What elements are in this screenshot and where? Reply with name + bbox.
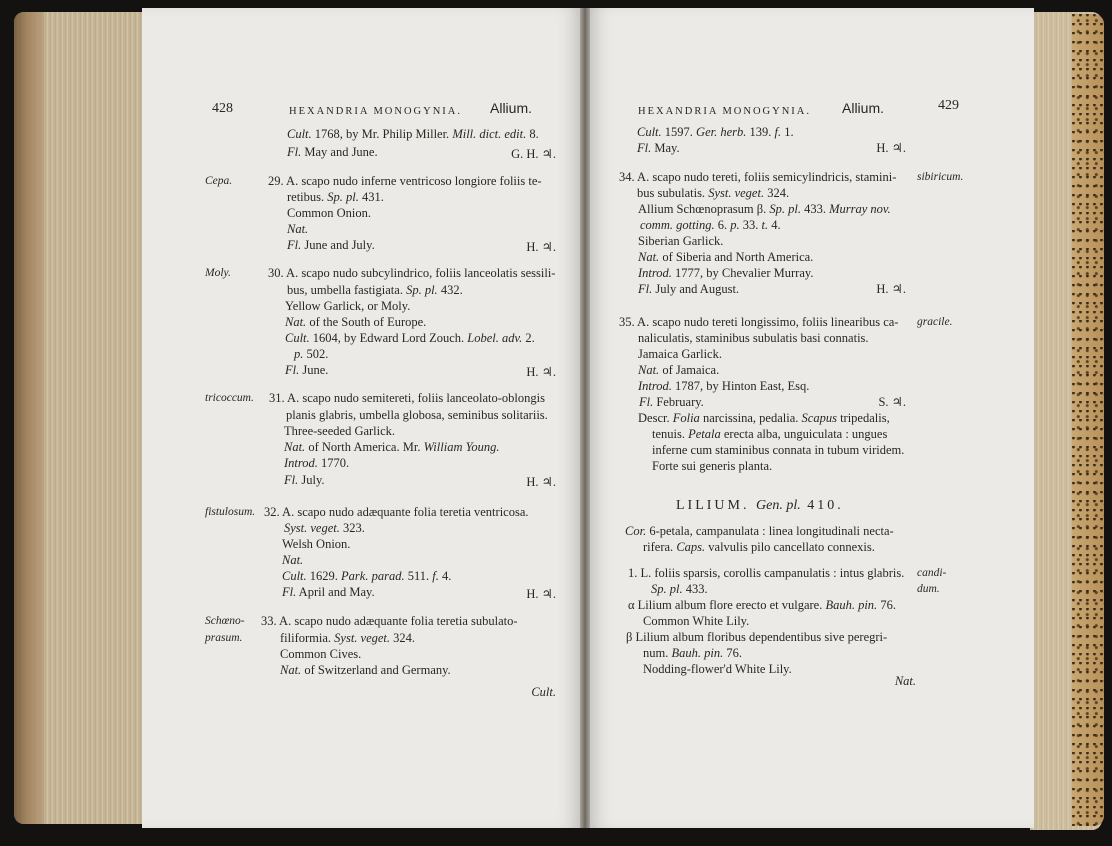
text-run: 8. bbox=[526, 127, 539, 141]
text-run: Nodding-flower'd White Lily. bbox=[643, 662, 792, 676]
margin-species-label: gracile. bbox=[917, 316, 953, 328]
text-run: Allium Schœnoprasum β. bbox=[638, 202, 770, 216]
text-line bbox=[638, 411, 890, 426]
text-line bbox=[287, 127, 539, 142]
margin-species-label: prasum. bbox=[205, 632, 243, 644]
running-genus-left: Allium. bbox=[490, 100, 533, 116]
text-run: α Lilium album flore erecto et vulgare. bbox=[628, 598, 826, 612]
text-run: Fl. bbox=[285, 363, 300, 377]
text-run: Mill. dict. edit. bbox=[452, 127, 527, 141]
text-line bbox=[639, 395, 704, 410]
text-run: Sp. pl. bbox=[769, 202, 801, 216]
text-line bbox=[643, 540, 875, 555]
text-run: f. bbox=[774, 125, 782, 139]
text-run: 1597. bbox=[661, 125, 697, 139]
text-line bbox=[287, 206, 371, 221]
text-run: Nat. bbox=[284, 440, 306, 454]
text-run: 433. bbox=[800, 202, 830, 216]
text-run: Sp. pl. bbox=[651, 582, 683, 596]
text-line bbox=[287, 283, 463, 298]
text-run: Bauh. pin. bbox=[671, 646, 724, 660]
text-run: Fl. bbox=[639, 395, 654, 409]
text-line bbox=[282, 537, 350, 552]
text-run: William Young. bbox=[423, 440, 500, 454]
book-cover-left bbox=[14, 12, 44, 824]
text-line bbox=[287, 190, 384, 205]
text-run: 139. bbox=[746, 125, 775, 139]
text-run: 324. bbox=[390, 631, 416, 645]
text-run: of Siberia and North America. bbox=[659, 250, 814, 264]
text-run: 6-petala, campanulata : linea longitudinali necta- bbox=[646, 524, 894, 538]
text-run: 30. A. scapo nudo subcylindrico, foliis lanceolatis sessili- bbox=[268, 266, 556, 280]
text-line bbox=[268, 174, 542, 189]
text-line bbox=[269, 391, 545, 406]
text-line bbox=[651, 582, 708, 597]
text-run: Nat. bbox=[287, 222, 309, 236]
text-line bbox=[261, 614, 518, 629]
text-line bbox=[280, 647, 361, 662]
text-line bbox=[285, 315, 426, 330]
text-run: July. bbox=[298, 473, 325, 487]
text-run: planis glabris, umbella globosa, seminibus solitariis. bbox=[286, 408, 548, 422]
margin-species-label: Moly. bbox=[205, 267, 231, 279]
text-run: Sp. pl. bbox=[406, 283, 438, 297]
text-run: Descr. bbox=[638, 411, 673, 425]
text-line bbox=[285, 363, 328, 378]
text-run: 2. bbox=[522, 331, 535, 345]
text-line bbox=[287, 145, 378, 160]
text-line bbox=[625, 524, 894, 539]
running-header-right: HEXANDRIA MONOGYNIA. bbox=[638, 106, 811, 117]
text-run: 511. bbox=[404, 569, 433, 583]
text-run: June and July. bbox=[301, 238, 375, 252]
text-line bbox=[638, 331, 869, 346]
text-run: Ger. herb. bbox=[696, 125, 747, 139]
text-line bbox=[285, 299, 410, 314]
text-line bbox=[282, 553, 303, 568]
text-run: Common White Lily. bbox=[643, 614, 750, 628]
text-run: Nat. bbox=[285, 315, 307, 329]
text-run: 1777, by Chevalier Murray. bbox=[671, 266, 814, 280]
text-run: Fl. bbox=[284, 473, 299, 487]
text-line bbox=[280, 631, 415, 646]
text-run: June. bbox=[299, 363, 329, 377]
text-run: 410. bbox=[800, 498, 844, 513]
text-line bbox=[284, 473, 325, 488]
catchword: Nat. bbox=[894, 674, 916, 688]
text-run: tenuis. bbox=[652, 427, 689, 441]
hardiness-mark: H. ♃. bbox=[526, 587, 556, 601]
text-run: Introd. bbox=[284, 456, 318, 470]
margin-species-label: dum. bbox=[917, 583, 940, 595]
text-run: Nat. bbox=[282, 553, 304, 567]
text-run: May and June. bbox=[301, 145, 378, 159]
text-line bbox=[619, 315, 898, 330]
text-run: Jamaica Garlick. bbox=[638, 347, 722, 361]
text-run: 4. bbox=[768, 218, 781, 232]
text-run: Welsh Onion. bbox=[282, 537, 351, 551]
text-run: 35. A. scapo nudo tereti longissimo, foliis linearibus ca- bbox=[619, 315, 899, 329]
text-run: Syst. veget. bbox=[284, 521, 340, 535]
text-line bbox=[619, 170, 896, 185]
text-run: Caps. bbox=[676, 540, 706, 554]
text-line bbox=[280, 663, 451, 678]
text-run: Three-seeded Garlick. bbox=[284, 424, 396, 438]
text-run: 76. bbox=[723, 646, 742, 660]
text-line bbox=[286, 408, 548, 423]
page-number-left: 428 bbox=[212, 101, 233, 116]
text-run: 76. bbox=[877, 598, 896, 612]
text-run: 33. bbox=[739, 218, 762, 232]
text-run: 1. L. foliis sparsis, corollis campanulatis : intus glabris. bbox=[628, 566, 905, 580]
text-run: 433. bbox=[682, 582, 708, 596]
text-line bbox=[652, 459, 772, 474]
text-line bbox=[284, 440, 500, 455]
hardiness-mark: H. ♃. bbox=[526, 475, 556, 489]
text-run: Petala bbox=[688, 427, 721, 441]
text-run: Cor. bbox=[625, 524, 647, 538]
text-line bbox=[264, 505, 529, 520]
text-line bbox=[637, 125, 794, 140]
text-run: Fl. bbox=[287, 238, 302, 252]
margin-species-label: Schœno- bbox=[205, 615, 245, 627]
text-run: retibus. bbox=[287, 190, 328, 204]
text-run: 502. bbox=[303, 347, 329, 361]
text-line bbox=[652, 443, 904, 458]
text-line bbox=[638, 347, 722, 362]
text-run: p. bbox=[294, 347, 304, 361]
text-line bbox=[284, 456, 349, 471]
text-line bbox=[638, 234, 723, 249]
text-run: Murray nov. bbox=[829, 202, 891, 216]
text-line bbox=[643, 662, 792, 677]
text-run: bus, umbella fastigiata. bbox=[287, 283, 407, 297]
text-run: Syst. veget. bbox=[334, 631, 391, 645]
text-run: Gen. pl. bbox=[756, 498, 801, 513]
text-line bbox=[652, 427, 887, 442]
text-run: Cult. bbox=[637, 125, 662, 139]
book-gutter bbox=[580, 8, 590, 828]
text-run: Nat. bbox=[638, 363, 660, 377]
text-run: filiformia. bbox=[280, 631, 335, 645]
text-line bbox=[282, 585, 375, 600]
text-run: narcissina, pedalia. bbox=[699, 411, 802, 425]
text-line bbox=[628, 566, 904, 581]
text-run: Introd. bbox=[638, 379, 672, 393]
text-run: Siberian Garlick. bbox=[638, 234, 724, 248]
text-line bbox=[638, 266, 813, 281]
text-run: 432. bbox=[437, 283, 463, 297]
text-line bbox=[638, 282, 739, 297]
text-run: Introd. bbox=[638, 266, 672, 280]
text-run: Fl. bbox=[638, 282, 653, 296]
text-run: p. bbox=[730, 218, 740, 232]
text-run: Fl. bbox=[287, 145, 302, 159]
text-run: 29. A. scapo nudo inferne ventricoso longiore foliis te- bbox=[268, 174, 542, 188]
text-run: num. bbox=[643, 646, 672, 660]
page-number-right: 429 bbox=[938, 98, 959, 113]
book-cover-right bbox=[1072, 14, 1104, 826]
text-run: February. bbox=[653, 395, 704, 409]
text-run: Common Cives. bbox=[280, 647, 362, 661]
text-run: Scapus bbox=[801, 411, 837, 425]
text-run: 6. bbox=[714, 218, 731, 232]
text-line bbox=[285, 331, 535, 346]
text-line bbox=[626, 630, 887, 645]
text-run: LILIUM. bbox=[676, 498, 756, 513]
text-run: Fl. bbox=[637, 141, 652, 155]
text-line bbox=[284, 521, 365, 536]
text-run: erecta alba, unguiculata : ungues bbox=[720, 427, 888, 441]
text-run: 1. bbox=[781, 125, 794, 139]
text-line bbox=[640, 218, 781, 233]
text-run: β Lilium album floribus dependentibus sive peregri- bbox=[626, 630, 888, 644]
text-run: 324. bbox=[764, 186, 790, 200]
text-line bbox=[284, 424, 395, 439]
text-run: Nat. bbox=[638, 250, 660, 264]
text-line bbox=[637, 186, 789, 201]
text-run: 31. A. scapo nudo semitereti, foliis lanceolato-oblongis bbox=[269, 391, 545, 405]
margin-species-label: Cepa. bbox=[205, 175, 233, 187]
text-run: tripedalis, bbox=[836, 411, 890, 425]
text-line bbox=[628, 598, 896, 613]
catchword: Cult. bbox=[531, 685, 556, 699]
text-run: 32. A. scapo nudo adæquante folia teretia ventricosa. bbox=[264, 505, 529, 519]
text-line bbox=[643, 646, 742, 661]
text-run: 4. bbox=[438, 569, 452, 583]
text-line bbox=[294, 347, 328, 362]
hardiness-mark: S. ♃. bbox=[878, 395, 906, 409]
text-run: of Jamaica. bbox=[659, 363, 720, 377]
text-run: Nat. bbox=[280, 663, 302, 677]
text-line bbox=[638, 363, 719, 378]
genus-heading bbox=[676, 498, 844, 513]
margin-species-label: candi- bbox=[917, 567, 947, 579]
text-run: of North America. Mr. bbox=[305, 440, 424, 454]
text-run: Forte sui generis planta. bbox=[652, 459, 773, 473]
text-run: 34. A. scapo nudo tereti, foliis semicylindricis, stamini- bbox=[619, 170, 897, 184]
text-line bbox=[643, 614, 749, 629]
hardiness-mark: H. ♃. bbox=[876, 141, 906, 155]
margin-species-label: sibiricum. bbox=[917, 171, 964, 183]
text-run: comm. gotting. bbox=[640, 218, 715, 232]
text-run: Cult. bbox=[285, 331, 310, 345]
text-run: April and May. bbox=[296, 585, 375, 599]
text-run: 323. bbox=[339, 521, 365, 535]
text-line bbox=[638, 250, 813, 265]
text-run: Folia bbox=[672, 411, 700, 425]
text-run: f. bbox=[432, 569, 439, 583]
text-run: 1768, by Mr. Philip Miller. bbox=[311, 127, 453, 141]
hardiness-mark: H. ♃. bbox=[526, 240, 556, 254]
text-run: Sp. pl. bbox=[327, 190, 359, 204]
text-run: t. bbox=[761, 218, 769, 232]
text-run: 33. A. scapo nudo adæquante folia teretia subulato- bbox=[261, 614, 518, 628]
text-line bbox=[282, 569, 451, 584]
text-line bbox=[637, 141, 680, 156]
text-line bbox=[268, 266, 555, 281]
text-run: 1770. bbox=[317, 456, 350, 470]
text-line bbox=[287, 222, 308, 237]
text-run: Common Onion. bbox=[287, 206, 372, 220]
text-run: Syst. veget. bbox=[708, 186, 765, 200]
text-run: 1629. bbox=[306, 569, 342, 583]
margin-species-label: tricoccum. bbox=[205, 392, 254, 404]
text-run: Yellow Garlick, or Moly. bbox=[285, 299, 411, 313]
text-run: July and August. bbox=[652, 282, 740, 296]
hardiness-mark: H. ♃. bbox=[526, 365, 556, 379]
text-line bbox=[287, 238, 375, 253]
hardiness-mark: H. ♃. bbox=[876, 282, 906, 296]
text-run: bus subulatis. bbox=[637, 186, 709, 200]
text-run: Cult. bbox=[287, 127, 312, 141]
text-line bbox=[638, 202, 891, 217]
text-run: Lobel. adv. bbox=[467, 331, 523, 345]
text-run: May. bbox=[651, 141, 680, 155]
text-run: 1787, by Hinton East, Esq. bbox=[671, 379, 810, 393]
text-run: 431. bbox=[358, 190, 384, 204]
text-run: valvulis pilo cancellato connexis. bbox=[705, 540, 875, 554]
text-run: of Switzerland and Germany. bbox=[301, 663, 451, 677]
text-run: Fl. bbox=[282, 585, 297, 599]
margin-species-label: fistulosum. bbox=[205, 506, 256, 518]
running-header-left: HEXANDRIA MONOGYNIA. bbox=[289, 106, 462, 117]
text-run: 1604, by Edward Lord Zouch. bbox=[309, 331, 468, 345]
text-run: of the South of Europe. bbox=[306, 315, 427, 329]
text-line bbox=[638, 379, 809, 394]
running-genus-right: Allium. bbox=[842, 100, 885, 116]
text-run: Cult. bbox=[282, 569, 307, 583]
text-run: Park. parad. bbox=[341, 569, 405, 583]
text-run: rifera. bbox=[643, 540, 677, 554]
hardiness-mark: G. H. ♃. bbox=[511, 147, 556, 161]
text-run: inferne cum staminibus connata in tubum viridem. bbox=[652, 443, 905, 457]
text-run: Bauh. pin. bbox=[825, 598, 878, 612]
text-run: naliculatis, staminibus subulatis basi connatis. bbox=[638, 331, 869, 345]
